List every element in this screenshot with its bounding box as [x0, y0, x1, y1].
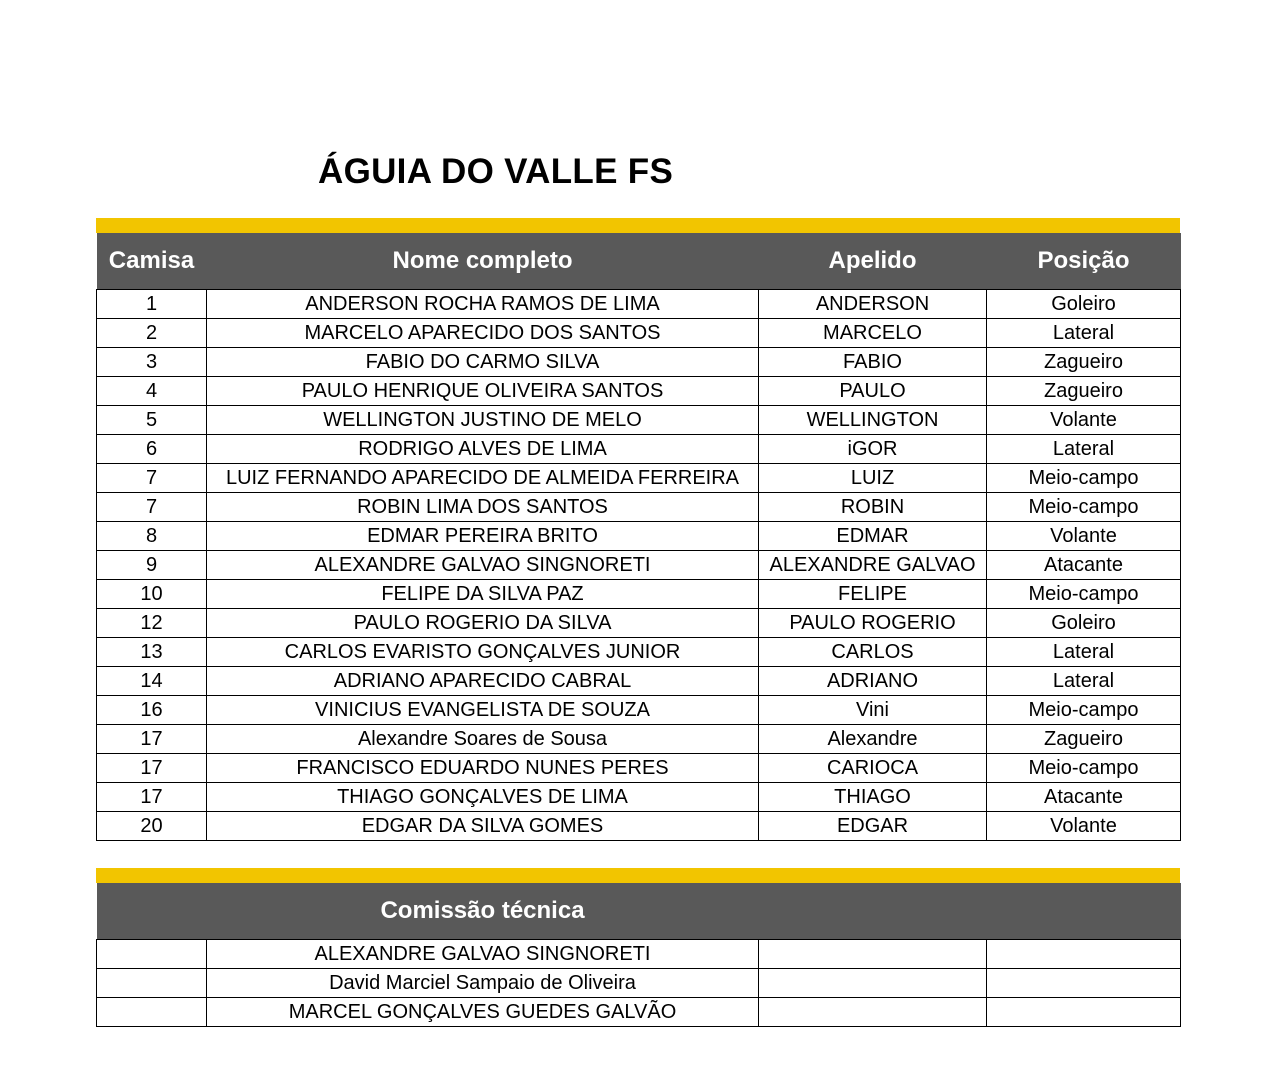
- table-row: [97, 638, 1181, 667]
- accent-bar: [96, 218, 1180, 233]
- cell-apelido: ALEXANDRE GALVAO: [759, 551, 987, 580]
- table-row: [97, 812, 1181, 841]
- cell-apelido: Alexandre: [759, 725, 987, 754]
- cell-camisa: 5: [97, 406, 207, 435]
- cell-nome: EDMAR PEREIRA BRITO: [207, 522, 759, 551]
- table-row: [97, 998, 1181, 1027]
- header-camisa: Camisa: [97, 233, 207, 290]
- staff-table-section: [96, 868, 1180, 1027]
- accent-bar: [96, 868, 1180, 883]
- cell-apelido: PAULO: [759, 377, 987, 406]
- cell-nome: PAULO ROGERIO DA SILVA: [207, 609, 759, 638]
- staff-header-spacer-right: [987, 883, 1181, 940]
- cell-nome: Alexandre Soares de Sousa: [207, 725, 759, 754]
- cell-posicao: Atacante: [987, 551, 1181, 580]
- cell-apelido: ANDERSON: [759, 290, 987, 319]
- staff-table-body: [97, 940, 1181, 1027]
- cell-apelido: CARIOCA: [759, 754, 987, 783]
- cell-nome: CARLOS EVARISTO GONÇALVES JUNIOR: [207, 638, 759, 667]
- cell-apelido: LUIZ: [759, 464, 987, 493]
- cell-posicao: Lateral: [987, 435, 1181, 464]
- cell-camisa: 16: [97, 696, 207, 725]
- cell-nome: PAULO HENRIQUE OLIVEIRA SANTOS: [207, 377, 759, 406]
- staff-table: [96, 883, 1181, 1027]
- table-row: [97, 377, 1181, 406]
- cell-apelido: iGOR: [759, 435, 987, 464]
- cell-nome: LUIZ FERNANDO APARECIDO DE ALMEIDA FERREIRA: [207, 464, 759, 493]
- cell-nome: RODRIGO ALVES DE LIMA: [207, 435, 759, 464]
- cell-posicao: Meio-campo: [987, 754, 1181, 783]
- cell-nome: THIAGO GONÇALVES DE LIMA: [207, 783, 759, 812]
- cell-camisa: 9: [97, 551, 207, 580]
- cell-camisa: [97, 969, 207, 998]
- cell-apelido: MARCELO: [759, 319, 987, 348]
- players-table-section: [96, 218, 1180, 841]
- cell-camisa: 12: [97, 609, 207, 638]
- staff-header-spacer: [759, 883, 987, 940]
- cell-posicao: Lateral: [987, 638, 1181, 667]
- staff-header-spacer-left: [97, 883, 207, 940]
- cell-nome: VINICIUS EVANGELISTA DE SOUZA: [207, 696, 759, 725]
- table-row: [97, 319, 1181, 348]
- cell-posicao: Goleiro: [987, 290, 1181, 319]
- header-comissao-tecnica: Comissão técnica: [207, 883, 759, 940]
- table-row: [97, 435, 1181, 464]
- cell-nome: FELIPE DA SILVA PAZ: [207, 580, 759, 609]
- table-row: [97, 609, 1181, 638]
- cell-apelido: THIAGO: [759, 783, 987, 812]
- cell-posicao: Atacante: [987, 783, 1181, 812]
- cell-posicao: Zagueiro: [987, 348, 1181, 377]
- table-row: [97, 940, 1181, 969]
- table-row: [97, 551, 1181, 580]
- players-table-body: [97, 290, 1181, 841]
- cell-nome: FRANCISCO EDUARDO NUNES PERES: [207, 754, 759, 783]
- cell-nome: ROBIN LIMA DOS SANTOS: [207, 493, 759, 522]
- cell-nome: MARCEL GONÇALVES GUEDES GALVÃO: [207, 998, 759, 1027]
- header-posicao: Posição: [987, 233, 1181, 290]
- table-row: [97, 464, 1181, 493]
- cell-camisa: [97, 998, 207, 1027]
- cell-nome: ALEXANDRE GALVAO SINGNORETI: [207, 551, 759, 580]
- cell-apelido: [759, 998, 987, 1027]
- cell-posicao: Meio-campo: [987, 464, 1181, 493]
- cell-posicao: Lateral: [987, 319, 1181, 348]
- cell-posicao: Lateral: [987, 667, 1181, 696]
- cell-camisa: 10: [97, 580, 207, 609]
- table-row: [97, 406, 1181, 435]
- table-row: [97, 348, 1181, 377]
- table-row: [97, 783, 1181, 812]
- cell-apelido: ADRIANO: [759, 667, 987, 696]
- table-row: [97, 696, 1181, 725]
- cell-posicao: [987, 940, 1181, 969]
- cell-apelido: CARLOS: [759, 638, 987, 667]
- cell-camisa: 7: [97, 493, 207, 522]
- players-table: [96, 233, 1181, 841]
- cell-nome: MARCELO APARECIDO DOS SANTOS: [207, 319, 759, 348]
- cell-camisa: 17: [97, 783, 207, 812]
- cell-apelido: PAULO ROGERIO: [759, 609, 987, 638]
- cell-nome: ALEXANDRE GALVAO SINGNORETI: [207, 940, 759, 969]
- cell-nome: WELLINGTON JUSTINO DE MELO: [207, 406, 759, 435]
- cell-camisa: 1: [97, 290, 207, 319]
- cell-posicao: Volante: [987, 522, 1181, 551]
- players-header-row: [97, 233, 1181, 290]
- cell-camisa: 14: [97, 667, 207, 696]
- cell-posicao: [987, 998, 1181, 1027]
- cell-posicao: Zagueiro: [987, 377, 1181, 406]
- header-apelido: Apelido: [759, 233, 987, 290]
- cell-posicao: Meio-campo: [987, 580, 1181, 609]
- table-row: [97, 522, 1181, 551]
- cell-apelido: FELIPE: [759, 580, 987, 609]
- cell-posicao: [987, 969, 1181, 998]
- cell-camisa: 3: [97, 348, 207, 377]
- table-row: [97, 290, 1181, 319]
- cell-apelido: EDMAR: [759, 522, 987, 551]
- header-nome-completo: Nome completo: [207, 233, 759, 290]
- cell-camisa: 4: [97, 377, 207, 406]
- cell-apelido: WELLINGTON: [759, 406, 987, 435]
- cell-camisa: 13: [97, 638, 207, 667]
- cell-nome: FABIO DO CARMO SILVA: [207, 348, 759, 377]
- cell-nome: ADRIANO APARECIDO CABRAL: [207, 667, 759, 696]
- cell-camisa: 20: [97, 812, 207, 841]
- table-row: [97, 754, 1181, 783]
- cell-nome: ANDERSON ROCHA RAMOS DE LIMA: [207, 290, 759, 319]
- table-row: [97, 667, 1181, 696]
- staff-header-row: [97, 883, 1181, 940]
- cell-posicao: Volante: [987, 406, 1181, 435]
- cell-apelido: [759, 969, 987, 998]
- cell-posicao: Meio-campo: [987, 493, 1181, 522]
- cell-camisa: 17: [97, 725, 207, 754]
- table-row: [97, 493, 1181, 522]
- table-row: [97, 725, 1181, 754]
- table-row: [97, 969, 1181, 998]
- cell-nome: EDGAR DA SILVA GOMES: [207, 812, 759, 841]
- cell-camisa: 2: [97, 319, 207, 348]
- cell-camisa: 6: [97, 435, 207, 464]
- cell-camisa: 8: [97, 522, 207, 551]
- cell-posicao: Volante: [987, 812, 1181, 841]
- cell-apelido: Vini: [759, 696, 987, 725]
- cell-posicao: Zagueiro: [987, 725, 1181, 754]
- cell-apelido: [759, 940, 987, 969]
- cell-apelido: FABIO: [759, 348, 987, 377]
- cell-camisa: 7: [97, 464, 207, 493]
- page-title: ÁGUIA DO VALLE FS: [318, 152, 674, 191]
- cell-apelido: ROBIN: [759, 493, 987, 522]
- cell-posicao: Goleiro: [987, 609, 1181, 638]
- cell-camisa: 17: [97, 754, 207, 783]
- cell-camisa: [97, 940, 207, 969]
- cell-posicao: Meio-campo: [987, 696, 1181, 725]
- cell-nome: David Marciel Sampaio de Oliveira: [207, 969, 759, 998]
- table-row: [97, 580, 1181, 609]
- cell-apelido: EDGAR: [759, 812, 987, 841]
